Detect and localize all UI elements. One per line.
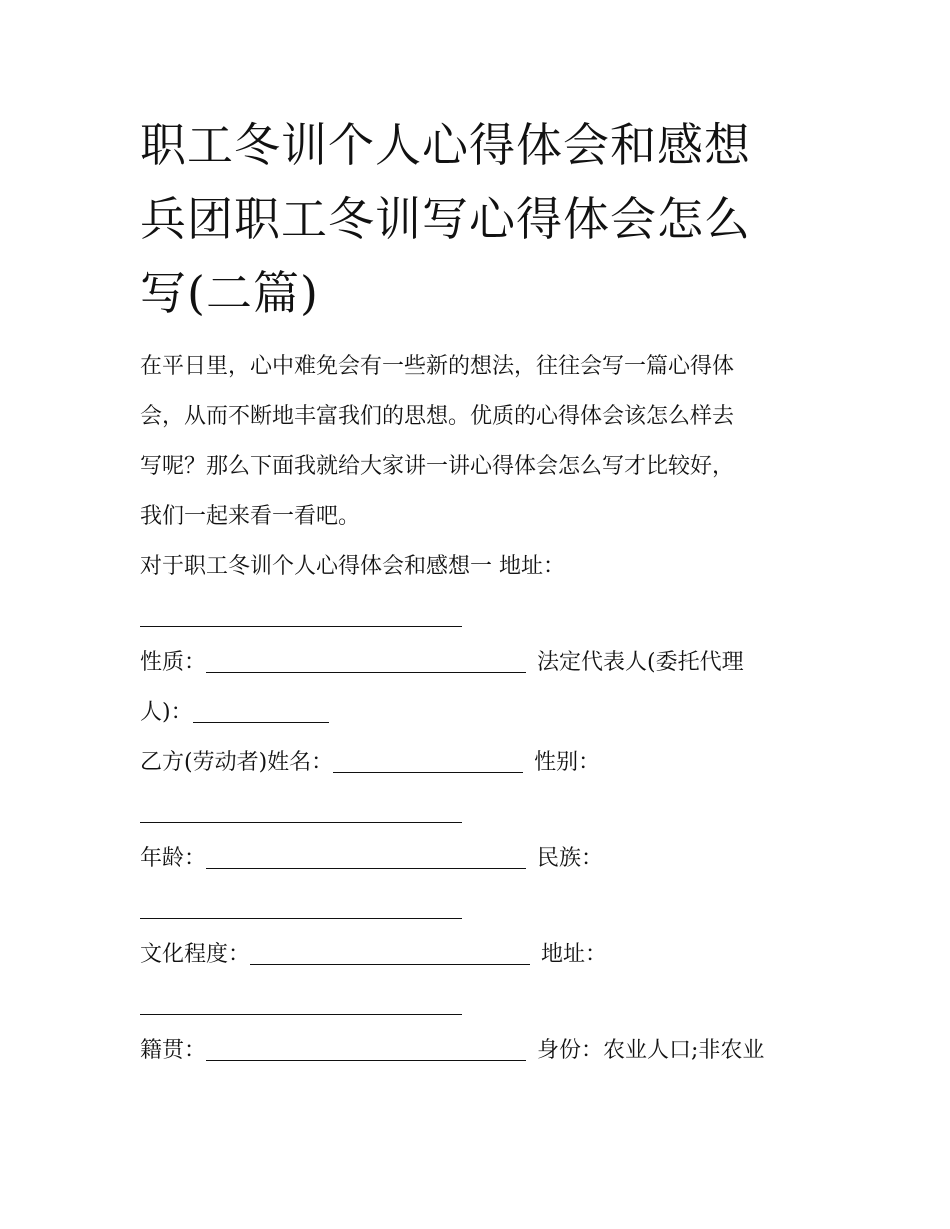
native-place-row xyxy=(140,1026,830,1076)
nature-blank[interactable] xyxy=(206,650,526,673)
education-label: 文化程度： xyxy=(140,942,251,967)
age-row xyxy=(140,834,830,884)
gender-blank-row xyxy=(140,788,830,834)
address-blank-2[interactable] xyxy=(140,992,462,1015)
party-b-name-blank[interactable] xyxy=(333,750,523,773)
identity-label: 身份：农业人口;非农业 xyxy=(537,1038,765,1063)
form-heading-row xyxy=(140,542,830,592)
native-place-blank[interactable] xyxy=(206,1038,526,1061)
native-place-label: 籍贯： xyxy=(140,1038,207,1063)
address-blank-1[interactable] xyxy=(140,604,462,627)
intro-paragraph xyxy=(140,342,830,542)
title-line-2: 兵团职工冬训写心得体会怎么 xyxy=(140,192,751,246)
form-heading-label: 对于职工冬训个人心得体会和感想一 地址： xyxy=(140,554,565,579)
education-row xyxy=(140,930,830,980)
party-b-name-label: 乙方(劳动者)姓名： xyxy=(140,750,334,775)
age-blank[interactable] xyxy=(206,846,526,869)
intro-line-4: 我们一起来看一看吧。 xyxy=(140,504,361,529)
contract-form xyxy=(140,542,830,1076)
title-line-3: 写(二篇) xyxy=(140,266,319,320)
intro-line-2: 会，从而不断地丰富我们的思想。优质的心得体会该怎么样去 xyxy=(140,404,735,429)
education-blank[interactable] xyxy=(250,942,530,965)
age-label: 年龄： xyxy=(140,846,207,871)
address-label: 地址： xyxy=(541,942,608,967)
document-title xyxy=(140,108,830,330)
document-page xyxy=(140,108,830,1076)
title-line-1: 职工冬训个人心得体会和感想 xyxy=(140,118,751,172)
gender-blank[interactable] xyxy=(140,800,462,823)
legal-rep-label-cont: 人)： xyxy=(140,700,193,725)
ethnicity-blank[interactable] xyxy=(140,896,462,919)
legal-rep-row xyxy=(140,688,830,738)
legal-rep-blank[interactable] xyxy=(193,700,329,723)
legal-rep-label: 法定代表人(委托代理 xyxy=(537,650,744,675)
address-blank-row-2 xyxy=(140,980,830,1026)
ethnicity-blank-row xyxy=(140,884,830,930)
ethnicity-label: 民族： xyxy=(537,846,604,871)
intro-line-3: 写呢？那么下面我就给大家讲一讲心得体会怎么写才比较好， xyxy=(140,454,735,479)
nature-row xyxy=(140,638,830,688)
address-blank-row xyxy=(140,592,830,638)
nature-label: 性质： xyxy=(140,650,207,675)
intro-line-1: 在平日里，心中难免会有一些新的想法，往往会写一篇心得体 xyxy=(140,354,735,379)
gender-label: 性别： xyxy=(534,750,601,775)
party-b-name-row xyxy=(140,738,830,788)
